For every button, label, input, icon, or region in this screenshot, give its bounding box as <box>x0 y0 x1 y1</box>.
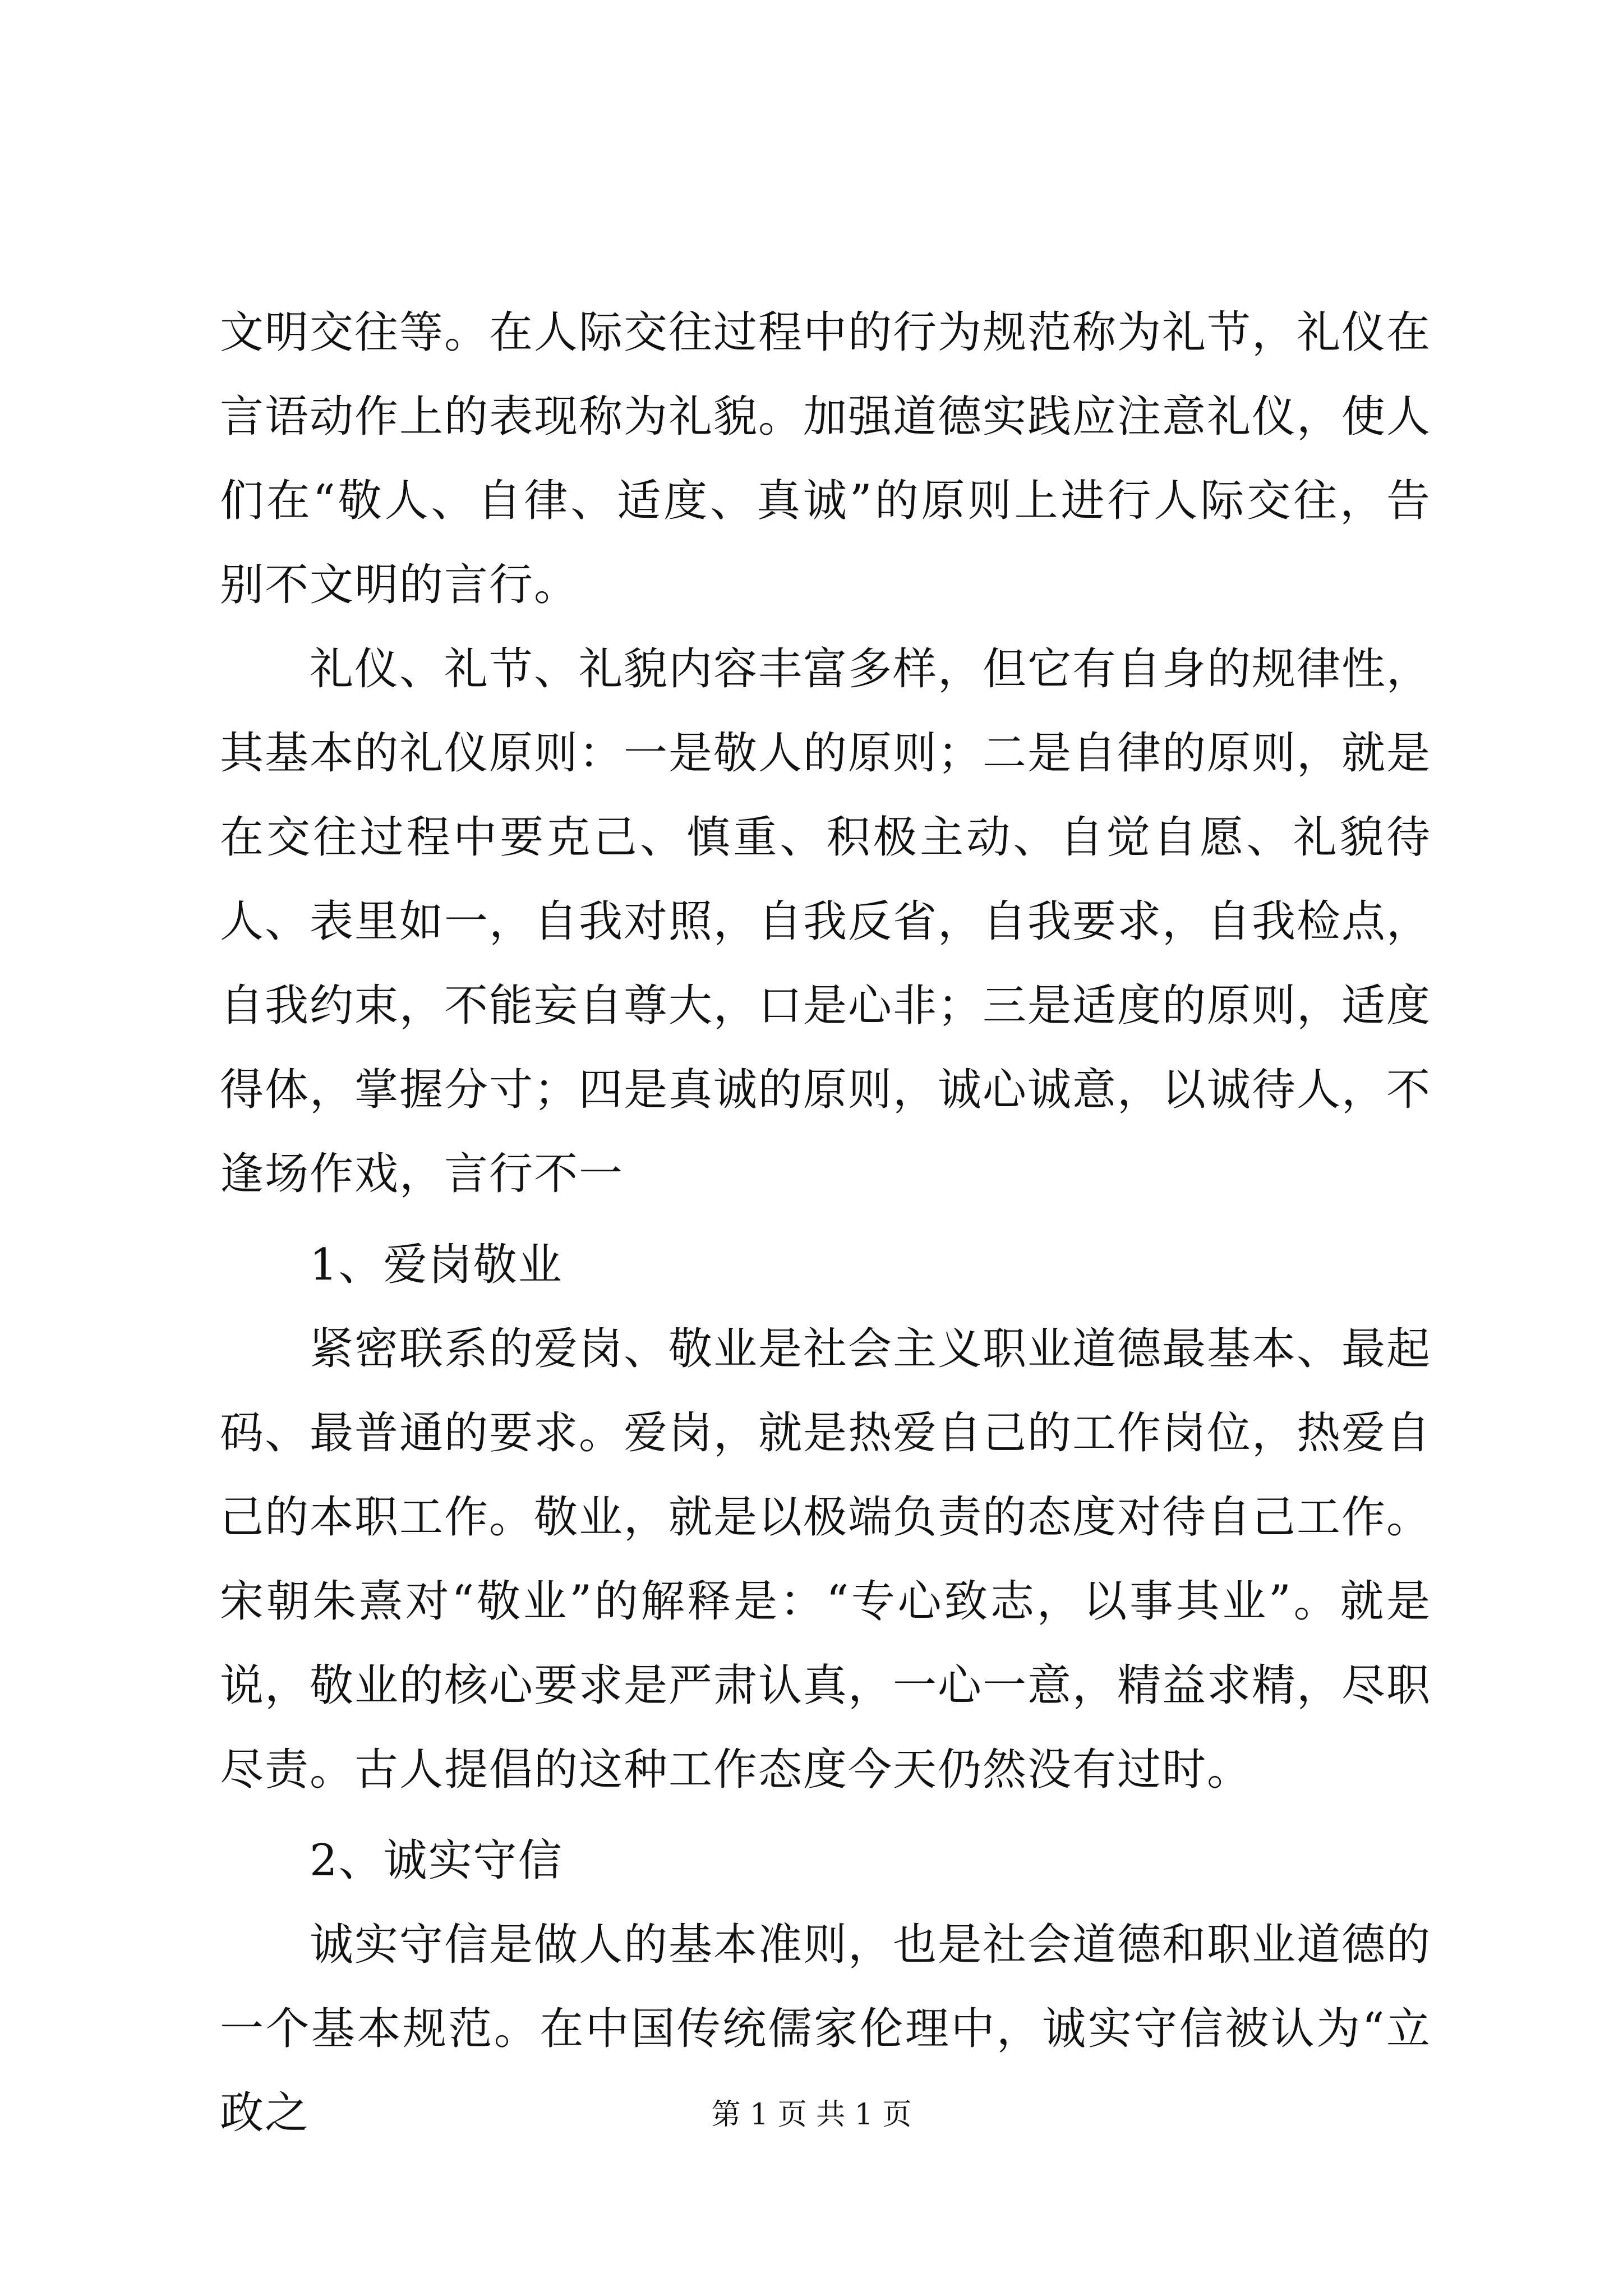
section-heading-2: 2、诚实守信 <box>310 1835 563 1886</box>
document-body <box>220 291 1431 2155</box>
paragraph-love-job: 紧密联系的爱岗、敬业是社会主义职业道德最基本、最起码、最普通的要求。爱岗，就是热爱自己的工作岗位，热爱自己的本职工作。敬业，就是以极端负责的态度对待自己工作。宋朝朱熹对“敬业”的解释是：“专心致志，以事其业”。就是说，敬业的核心要求是严肃认真，一心一意，精益求精，尽职尽责。古人提倡的这种工作态度今天仍然没有过时。 <box>220 1324 1432 1795</box>
paragraph-etiquette-principles: 礼仪、礼节、礼貌内容丰富多样，但它有自身的规律性，其基本的礼仪原则：一是敬人的原则；二是自律的原则，就是在交往过程中要克己、慎重、积极主动、自觉自愿、礼貌待人、表里如一，自我对照，自我反省，自我要求，自我检点，自我约束，不能妄自尊大，口是心非；三是适度的原则，适度得体，掌握分寸；四是真诚的原则，诚心诚意，以诚待人，不逢场作戏，言行不一 <box>220 644 1432 1199</box>
paragraph-honesty: 诚实守信是做人的基本准则，也是社会道德和职业道德的一个基本规范。在中国传统儒家伦理中，诚实守信被认为“立政之 <box>220 1920 1432 2138</box>
paragraph-continuation: 文明交往等。在人际交往过程中的行为规范称为礼节，礼仪在言语动作上的表现称为礼貌。加强道德实践应注意礼仪，使人们在“敬人、自律、适度、真诚”的原则上进行人际交往，告别不文明的言行。 <box>220 307 1432 610</box>
page-footer: 第 1 页 共 1 页 <box>711 2098 912 2132</box>
section-heading-1: 1、爱岗敬业 <box>310 1240 563 1290</box>
